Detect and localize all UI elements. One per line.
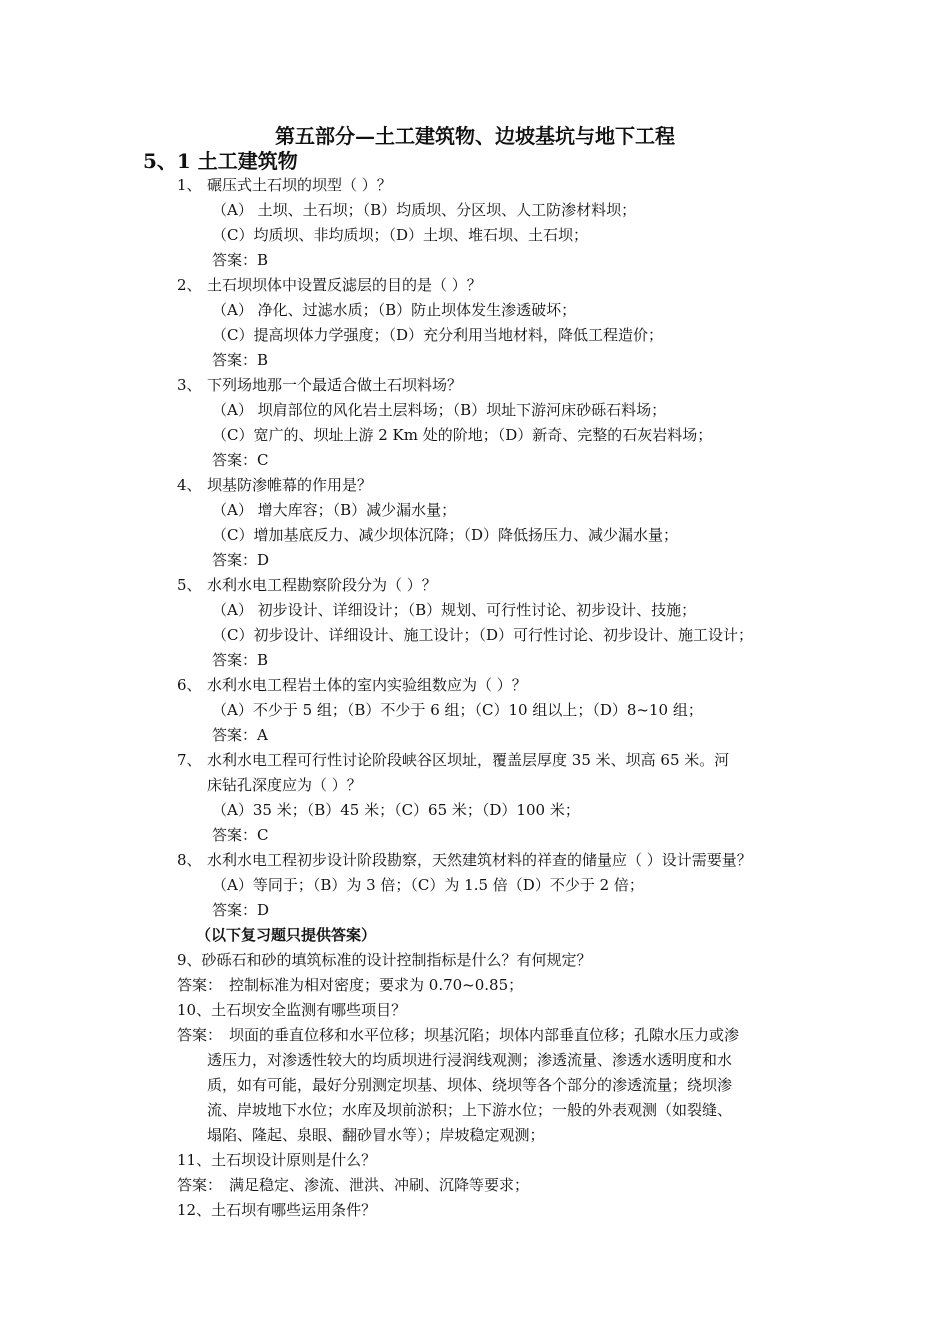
question-number: 1、 <box>177 176 202 194</box>
review-answer-text: 塌陷、隆起、泉眼、翻砂冒水等）；岸坡稳定观测； <box>207 1126 545 1144</box>
review-note-text: （以下复习题只提供答案） <box>196 926 377 944</box>
review-question-12 <box>0 1198 950 1223</box>
review-answer-10 <box>0 1023 950 1048</box>
answer-text: 答案：C <box>212 826 269 844</box>
question-number: 6、 <box>177 676 202 694</box>
review-answer-text: 坝面的垂直位移和水平位移；坝基沉陷；坝体内部垂直位移；孔隙水压力或渗 <box>229 1026 740 1044</box>
question-3-options-1 <box>0 398 950 423</box>
answer-label: 答案： <box>177 976 223 994</box>
question-8-options-1 <box>0 873 950 898</box>
question-4-options-2 <box>0 523 950 548</box>
review-question-9 <box>0 948 950 973</box>
option-line: （A） 土坝、土石坝；（B）均质坝、分区坝、人工防渗材料坝； <box>212 201 637 219</box>
question-1-options-2 <box>0 223 950 248</box>
question-2-options-2 <box>0 323 950 348</box>
question-8 <box>0 848 950 873</box>
question-7 <box>0 748 950 773</box>
question-4 <box>0 473 950 498</box>
question-number: 5、 <box>177 576 202 594</box>
review-answer-text: 满足稳定、渗流、泄洪、冲刷、沉降等要求； <box>229 1176 530 1194</box>
question-text: 下列场地那一个最适合做土石坝料场？ <box>207 376 463 394</box>
option-line: （A） 初步设计、详细设计；（B）规划、可行性讨论、初步设计、技施； <box>212 601 697 619</box>
question-6-options-1 <box>0 698 950 723</box>
answer-text: 答案：D <box>212 901 270 919</box>
question-2-options-1 <box>0 298 950 323</box>
review-answer-9 <box>0 973 950 998</box>
question-number: 3、 <box>177 376 202 394</box>
question-number: 2、 <box>177 276 202 294</box>
question-number: 4、 <box>177 476 202 494</box>
review-question-text: 11、土石坝设计原则是什么？ <box>177 1151 377 1169</box>
question-number: 8、 <box>177 851 202 869</box>
answer-text: 答案：D <box>212 551 270 569</box>
page-title: 第五部分—土工建筑物、边坡基坑与地下工程 <box>275 124 675 148</box>
question-5-options-2 <box>0 623 950 648</box>
option-line: （C）增加基底反力、减少坝体沉降；（D）降低扬压力、减少漏水量； <box>212 526 679 544</box>
question-1-answer <box>0 248 950 273</box>
question-4-answer <box>0 548 950 573</box>
question-2 <box>0 273 950 298</box>
question-7-continued <box>0 773 950 798</box>
answer-text: 答案：C <box>212 451 269 469</box>
answer-text: 答案：B <box>212 651 269 669</box>
review-question-text: 10、土石坝安全监测有哪些项目？ <box>177 1001 407 1019</box>
review-answer-text: 流、岸坡地下水位；水库及坝前淤积；上下游水位；一般的外表观测（如裂缝、 <box>207 1101 733 1119</box>
option-line: （C）宽广的、坝址上游 2 Km 处的阶地；（D）新奇、完整的石灰岩料场； <box>212 426 713 444</box>
review-answer-10-line-2 <box>0 1048 950 1073</box>
option-line: （A）不少于 5 组；（B）不少于 6 组；（C）10 组以上；（D）8~10 组； <box>212 701 703 719</box>
question-text-continued: 床钻孔深度应为（ ）？ <box>207 776 362 794</box>
review-question-text: 12、土石坝有哪些运用条件？ <box>177 1201 377 1219</box>
option-line: （C）均质坝、非均质坝；（D）土坝、堆石坝、土石坝； <box>212 226 589 244</box>
question-text: 土石坝坝体中设置反滤层的目的是（ ）？ <box>207 276 482 294</box>
review-answer-10-line-4 <box>0 1098 950 1123</box>
question-text: 水利水电工程初步设计阶段勘察，天然建筑材料的祥查的储量应（ ）设计需要量？ <box>207 851 752 869</box>
question-text: 水利水电工程岩土体的室内实验组数应为（ ）？ <box>207 676 527 694</box>
review-question-10 <box>0 998 950 1023</box>
review-answer-text: 透压力，对渗透性较大的均质坝进行浸润线观测；渗透流量、渗透水透明度和水 <box>207 1051 733 1069</box>
review-answer-text: 控制标准为相对密度；要求为 0.70~0.85； <box>229 976 524 994</box>
review-question-text: 9、砂砾石和砂的填筑标准的设计控制指标是什么？有何规定？ <box>177 951 592 969</box>
question-text: 碾压式土石坝的坝型（ ）？ <box>207 176 392 194</box>
answer-text: 答案：B <box>212 351 269 369</box>
question-text: 水利水电工程勘察阶段分为（ ）？ <box>207 576 437 594</box>
question-6-answer <box>0 723 950 748</box>
option-line: （A）等同于；（B）为 3 倍；（C）为 1.5 倍（D）不少于 2 倍； <box>212 876 644 894</box>
review-note <box>0 923 950 948</box>
answer-text: 答案：B <box>212 251 269 269</box>
question-3 <box>0 373 950 398</box>
review-answer-10-line-3 <box>0 1073 950 1098</box>
question-8-answer <box>0 898 950 923</box>
review-answer-text: 质，如有可能，最好分别测定坝基、坝体、绕坝等各个部分的渗透流量；绕坝渗 <box>207 1076 733 1094</box>
question-5-answer <box>0 648 950 673</box>
answer-label: 答案： <box>177 1026 223 1044</box>
question-text: 坝基防渗帷幕的作用是？ <box>207 476 373 494</box>
review-question-11 <box>0 1148 950 1173</box>
question-4-options-1 <box>0 498 950 523</box>
question-5 <box>0 573 950 598</box>
review-answer-10-line-5 <box>0 1123 950 1148</box>
question-6 <box>0 673 950 698</box>
question-3-answer <box>0 448 950 473</box>
option-line: （A） 坝肩部位的风化岩土层料场；（B）坝址下游河床砂砾石料场； <box>212 401 667 419</box>
option-line: （A） 净化、过滤水质；（B）防止坝体发生渗透破坏； <box>212 301 577 319</box>
question-number: 7、 <box>177 751 202 769</box>
question-2-answer <box>0 348 950 373</box>
question-5-options-1 <box>0 598 950 623</box>
option-line: （C）提高坝体力学强度；（D）充分利用当地材料，降低工程造价； <box>212 326 664 344</box>
option-line: （A）35 米；（B）45 米；（C）65 米；（D）100 米； <box>212 801 580 819</box>
question-1 <box>0 173 950 198</box>
section-heading: 5、1 土工建筑物 <box>143 149 298 173</box>
review-answer-11 <box>0 1173 950 1198</box>
question-3-options-2 <box>0 423 950 448</box>
answer-text: 答案：A <box>212 726 268 744</box>
question-7-options-1 <box>0 798 950 823</box>
option-line: （A） 增大库容；（B）减少漏水量； <box>212 501 457 519</box>
answer-label: 答案： <box>177 1176 223 1194</box>
question-list <box>0 173 950 1223</box>
question-7-answer <box>0 823 950 848</box>
question-1-options-1 <box>0 198 950 223</box>
question-text: 水利水电工程可行性讨论阶段峡谷区坝址，覆盖层厚度 35 米、坝高 65 米。河 <box>207 751 730 769</box>
option-line: （C）初步设计、详细设计、施工设计；（D）可行性讨论、初步设计、施工设计； <box>212 626 754 644</box>
